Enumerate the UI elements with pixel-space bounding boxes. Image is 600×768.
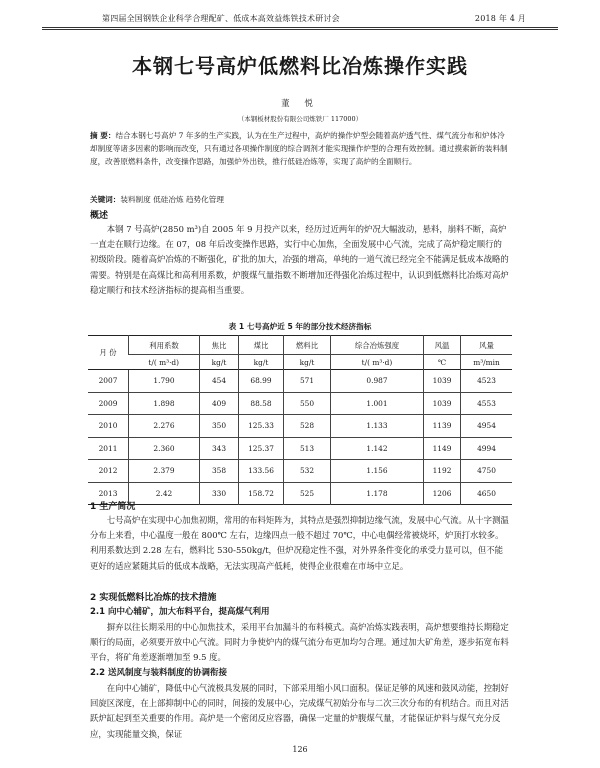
table-cell: 2010 — [88, 415, 129, 438]
table-cell: 1.178 — [331, 482, 424, 505]
col-header-fuel-rate: 燃料比 — [284, 336, 331, 355]
paper-title: 本钢七号高炉低燃料比冶炼操作实践 — [132, 54, 468, 78]
table-cell: 125.33 — [239, 415, 284, 438]
table-cell: 358 — [200, 460, 239, 483]
header-rule — [42, 27, 558, 30]
table-cell: 343 — [200, 437, 239, 460]
section-2-2-paragraph: 在向中心铺矿，降低中心气流极具发展的同时，下部采用缩小风口面积。保证足够的风速和鼓风动能，控制好回旋区深度，在上部抑制中心的同时，间接的发展中心，完成煤气初始分布与二次三次分布的有机结合。而且对活跃炉缸起到至关重要的作用。高炉是一个密闭反应容器，确保一定量的炉腹煤气量，才能保证炉料与煤气充分反应，实现能量交换，保证 — [90, 683, 509, 739]
affiliation: （本钢板材股份有限公司炼铁厂 117000） — [237, 115, 363, 123]
table-row — [88, 392, 512, 415]
table-cell: 68.99 — [239, 370, 284, 393]
table-cell: 409 — [200, 392, 239, 415]
table-cell: 4750 — [461, 460, 513, 483]
abstract-label: 摘 要： — [90, 131, 116, 140]
unit-smelting-intensity: t/( m³·d) — [331, 355, 424, 370]
section-2-1-heading: 2.1 向中心辅矿，加大布料平台，提高煤气利用 — [90, 607, 270, 617]
table-cell: 1149 — [424, 437, 461, 460]
col-header-blast-volume: 风量 — [461, 336, 513, 355]
table-row — [88, 482, 512, 505]
keywords-text: 装料制度 低硅冶炼 趋势化管理 — [120, 195, 224, 204]
table-cell: 550 — [284, 392, 331, 415]
table-cell: 528 — [284, 415, 331, 438]
table-row — [88, 460, 512, 483]
abstract-text: 结合本钢七号高炉 7 年多的生产实践，认为在生产过程中，高炉的操作炉型会随着高炉透气性、煤气流分布和炉体冷却制度等诸多因素的影响而改变，只有通过各项操作制度的综合调剂才能实现操作炉型的合理有效控制。通过摸索新的装料制度，改善原燃料条件，改变操作思路，加强炉外出铁，推行低硅冶炼等，实现了高炉的全面顺行。 — [90, 131, 508, 166]
table-cell: 4553 — [461, 392, 513, 415]
col-header-coal-rate: 煤比 — [239, 336, 284, 355]
table-row — [88, 415, 512, 438]
table-cell: 532 — [284, 460, 331, 483]
table-cell: 513 — [284, 437, 331, 460]
table-cell: 133.56 — [239, 460, 284, 483]
table-cell: 2013 — [88, 482, 129, 505]
abstract — [90, 129, 510, 168]
keywords-label: 关键词： — [90, 195, 121, 204]
table-caption: 表 1 七号高炉近 5 年的部分技术经济指标 — [228, 322, 372, 331]
table-cell: 1.142 — [331, 437, 424, 460]
table-row — [88, 437, 512, 460]
table-cell: 2011 — [88, 437, 129, 460]
col-header-smelting-intensity: 综合冶炼强度 — [331, 336, 424, 355]
table-cell: 2007 — [88, 370, 129, 393]
col-header-month: 月 份 — [99, 348, 117, 357]
table-cell: 158.72 — [239, 482, 284, 505]
table-cell: 2012 — [88, 460, 129, 483]
table-cell: 1039 — [424, 392, 461, 415]
table-cell: 0.987 — [331, 370, 424, 393]
table-cell: 330 — [200, 482, 239, 505]
table-cell: 350 — [200, 415, 239, 438]
table-cell: 2.276 — [129, 415, 200, 438]
table-cell: 1.133 — [331, 415, 424, 438]
table-row — [88, 370, 512, 393]
table-cell: 525 — [284, 482, 331, 505]
section-2-2-heading: 2.2 送风制度与装料制度的协调衔接 — [90, 668, 228, 678]
table-cell: 1139 — [424, 415, 461, 438]
indicator-table — [88, 335, 512, 505]
table-cell: 125.37 — [239, 437, 284, 460]
table-cell: 4650 — [461, 482, 513, 505]
unit-fuel-rate: kg/t — [284, 355, 331, 370]
author: 董 悦 — [281, 99, 319, 109]
table-cell: 2.379 — [129, 460, 200, 483]
table-cell: 571 — [284, 370, 331, 393]
col-header-coke-rate: 焦比 — [200, 336, 239, 355]
table-cell: 1039 — [424, 370, 461, 393]
table-cell: 1.898 — [129, 392, 200, 415]
table-cell: 88.58 — [239, 392, 284, 415]
section-2-heading: 2 实现低燃料比冶炼的技术措施 — [90, 593, 217, 603]
table-cell: 1.790 — [129, 370, 200, 393]
overview-paragraph: 本钢 7 号高炉(2850 m³)自 2005 年 9 月投产以来，经历过近两年的炉况大幅波动，悬料，崩料不断，高炉一直走在顺行边缘。在 07，08 年后改变操作思路，实行中心加焦，全面发展中心气流，完成了高炉稳定顺行的初级阶段。随着高炉冶炼的不断强化，矿批的加大，冶强的增高，单纯的一道气流已经完全不能满足低成本战略的需要。特别是在高煤比和高利用系数，炉腹煤气量指数不断增加还得强化冶炼过程中，认识到低燃料比冶炼对高炉稳定顺行和技术经济指标的提高相当重要。 — [90, 224, 509, 295]
col-header-blast-temp: 风温 — [424, 336, 461, 355]
table-cell: 1.156 — [331, 460, 424, 483]
table-cell: 1.001 — [331, 392, 424, 415]
section-1-heading: 1 生产简况 — [90, 502, 136, 512]
unit-blast-temp: ℃ — [424, 355, 461, 370]
unit-coal-rate: kg/t — [239, 355, 284, 370]
section-overview-heading: 概述 — [90, 211, 109, 221]
table-cell: 4954 — [461, 415, 513, 438]
section-2-1-paragraph: 摒弃以往长期采用的中心加焦技术，采用平台加漏斗的布料模式。高炉冶炼实践表明，高炉想要维持长期稳定顺行的局面，必须要开放中心气流。同时力争使炉内的煤气流分布更加均匀合理。通过加大矿角差，逐步拓宽布料平台，将矿角差逐渐增加至 9.5 度。 — [90, 622, 509, 663]
table-cell: 4523 — [461, 370, 513, 393]
unit-coke-rate: kg/t — [200, 355, 239, 370]
section-1-paragraph: 七号高炉在实现中心加焦初期，常用的布料矩阵为，其特点是强烈抑制边缘气流，发展中心气流。从十字测温分布上来看，中心温度一般在 800℃ 左右，边缘四点一般不超过 70℃，中心电偶经常被烧坏，炉顶打水较多。利用系数达到 2.28 左右，燃料比 530-550kg/t，但炉况稳定性不强，对外界条件变化的承受力显可以，但不能更好的适应紧随其后的低成本战略，无法实现高产低耗，使得企业很难在市场中立足。 — [90, 515, 509, 571]
table-cell: 1192 — [424, 460, 461, 483]
table-cell: 454 — [200, 370, 239, 393]
col-header-utilization: 利用系数 — [129, 336, 200, 355]
page-number: 126 — [292, 745, 308, 754]
table-cell: 1206 — [424, 482, 461, 505]
keywords — [90, 194, 510, 205]
table-cell: 2009 — [88, 392, 129, 415]
issue-date: 2018 年 4 月 — [474, 14, 526, 23]
table-cell: 2.360 — [129, 437, 200, 460]
unit-blast-volume: m³/min — [461, 355, 513, 370]
unit-utilization: t/( m³·d) — [129, 355, 200, 370]
conference-name: 第四届全国钢铁企业科学合理配矿、低成本高效益炼铁技术研讨会 — [102, 14, 340, 23]
table-cell: 4994 — [461, 437, 513, 460]
table-cell: 2.42 — [129, 482, 200, 505]
